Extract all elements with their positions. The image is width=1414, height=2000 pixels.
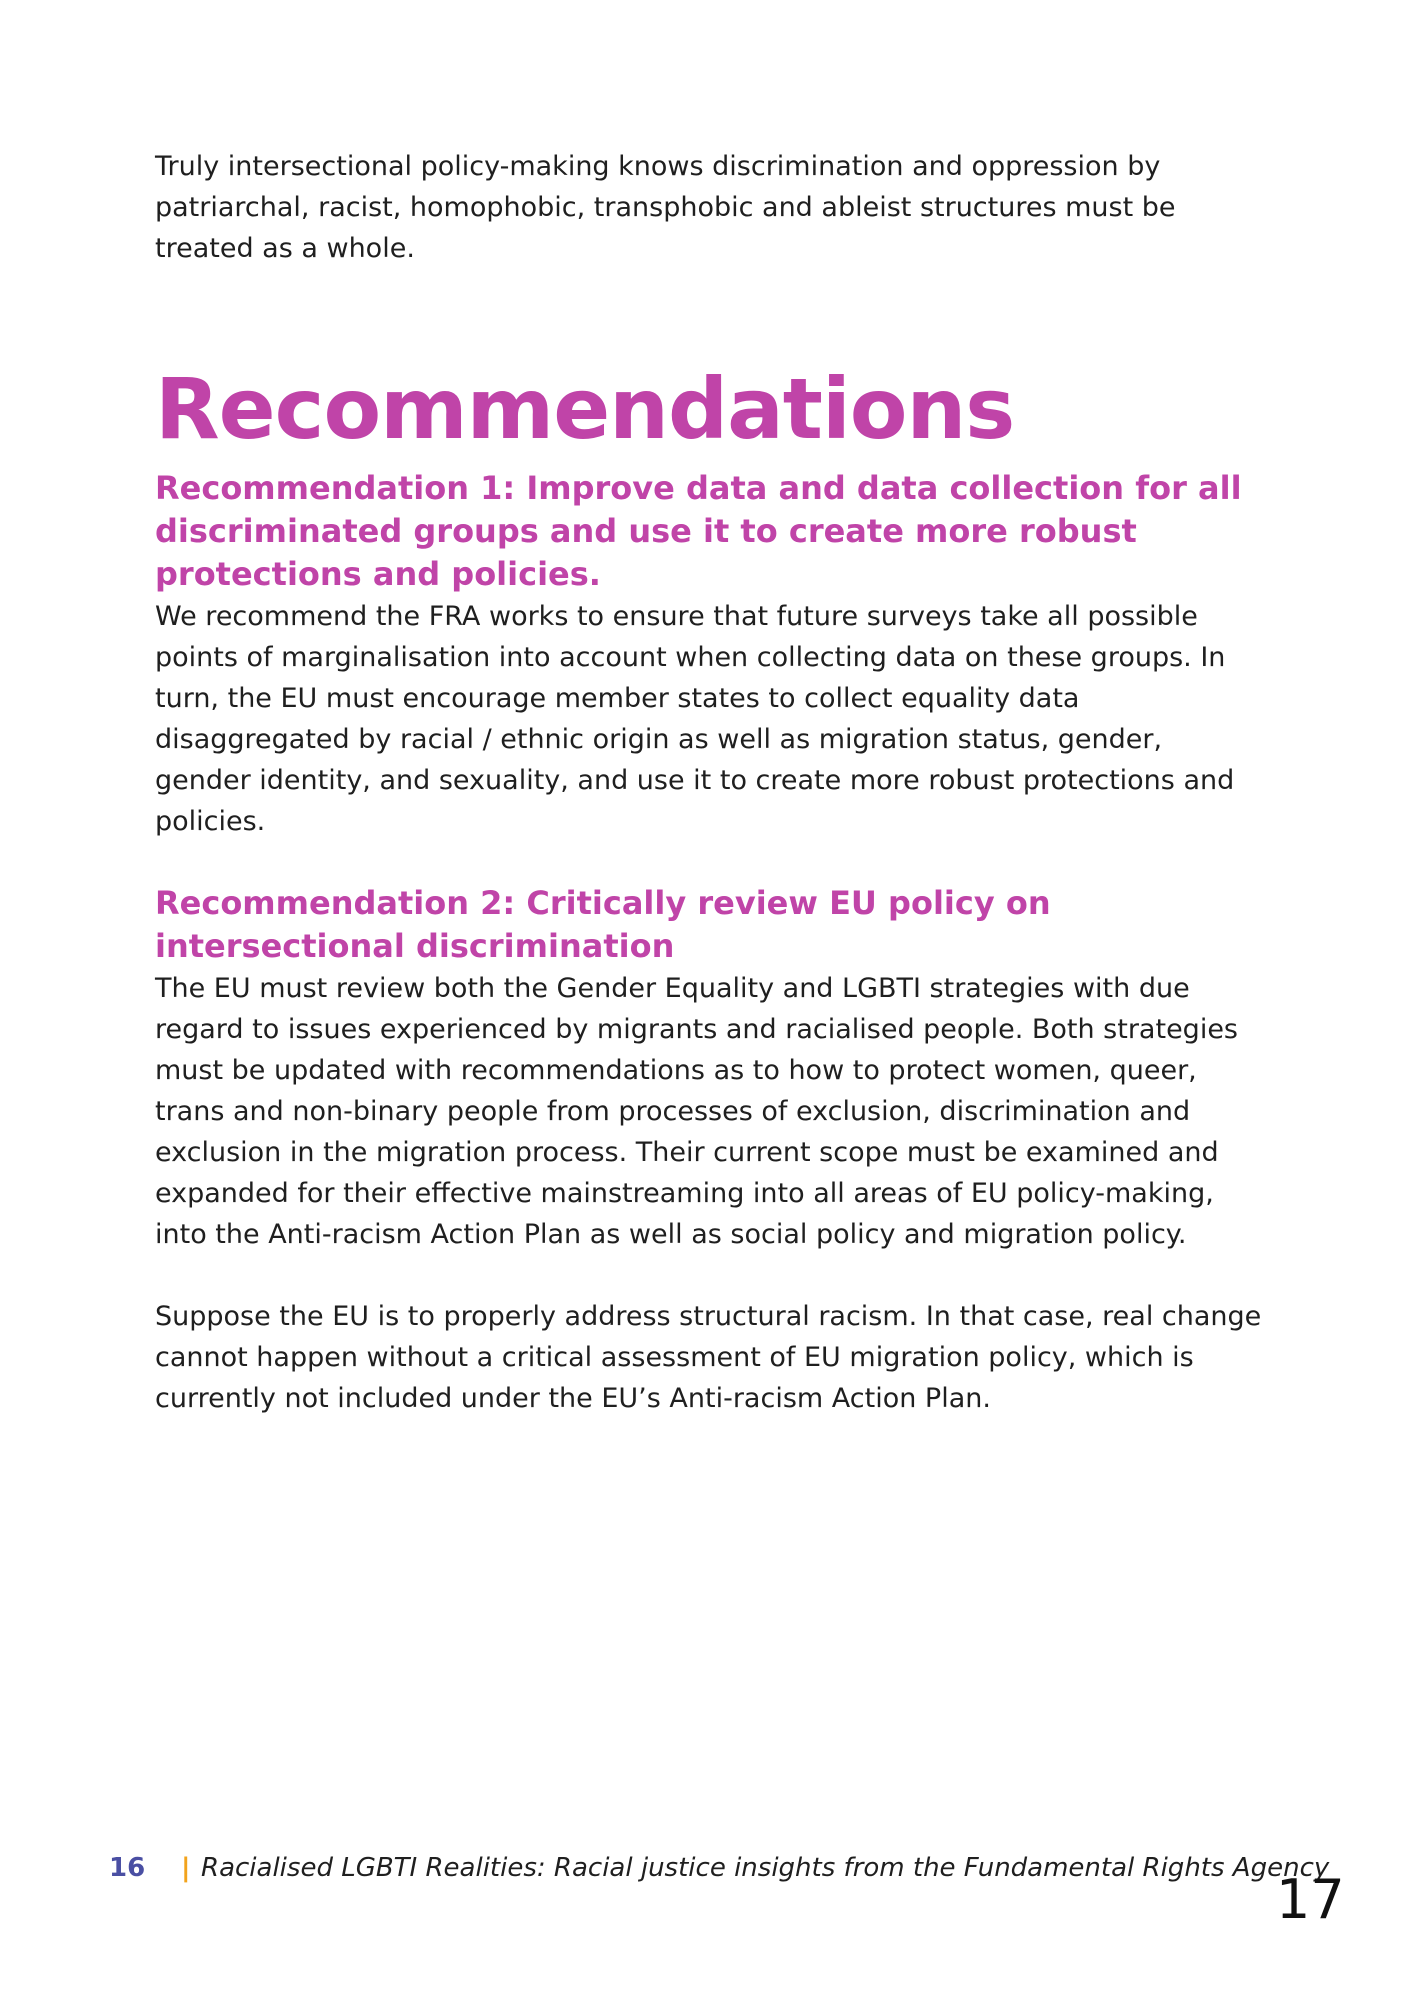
recommendation-2-paragraph-2: Suppose the EU is to properly address structural racism. In that case, real change cannot happen without a critical assessment of EU migration policy, which is currently not included under the EU’s Anti-racism Action Plan. [155, 1301, 1262, 1414]
pdf-page-number: 17 [1276, 1868, 1345, 1931]
recommendation-1-paragraph: We recommend the FRA works to ensure that future surveys take all possible points of marginalisation into account when collecting data on these groups. In turn, the EU must encourage member states to collect equality data disaggregated by racial / ethnic origin as well as migration status, gender, gender identity, and sexuality, and use it to create more robust protections and policies. [155, 601, 1235, 837]
footer-separator: | [181, 1853, 191, 1883]
page-content [155, 146, 1265, 1459]
intro-paragraph: Truly intersectional policy-making knows discrimination and oppression by patriarchal, racist, homophobic, transphobic and ableist structures must be treated as a whole. [155, 151, 1176, 264]
recommendation-2-heading: Recommendation 2: Critically review EU policy on intersectional discrimination [155, 884, 1051, 965]
recommendation-1-heading: Recommendation 1: Improve data and data collection for all discriminated groups and use it to create more robust protections and policies. [155, 469, 1242, 593]
page-footer [109, 1848, 1359, 1888]
footer-publication-title: Racialised LGBTI Realities: Racial justice insights from the Fundamental Rights Agency [201, 1853, 1330, 1883]
recommendation-2-paragraph-1: The EU must review both the Gender Equality and LGBTI strategies with due regard to issues experienced by migrants and racialised people. Both strategies must be updated with recommendations as to how to protect women, queer, trans and non-binary people from processes of exclusion, discrimination and exclusion in the migration process. Their current scope must be examined and expanded for their effective mainstreaming into all areas of EU policy-making, into the Anti-racism Action Plan as well as social policy and migration policy. [155, 973, 1238, 1250]
footer-page-number: 16 [109, 1853, 146, 1883]
recommendation-2 [155, 882, 1265, 1419]
recommendation-1 [155, 467, 1265, 842]
section-title: Recommendations [155, 360, 1015, 458]
